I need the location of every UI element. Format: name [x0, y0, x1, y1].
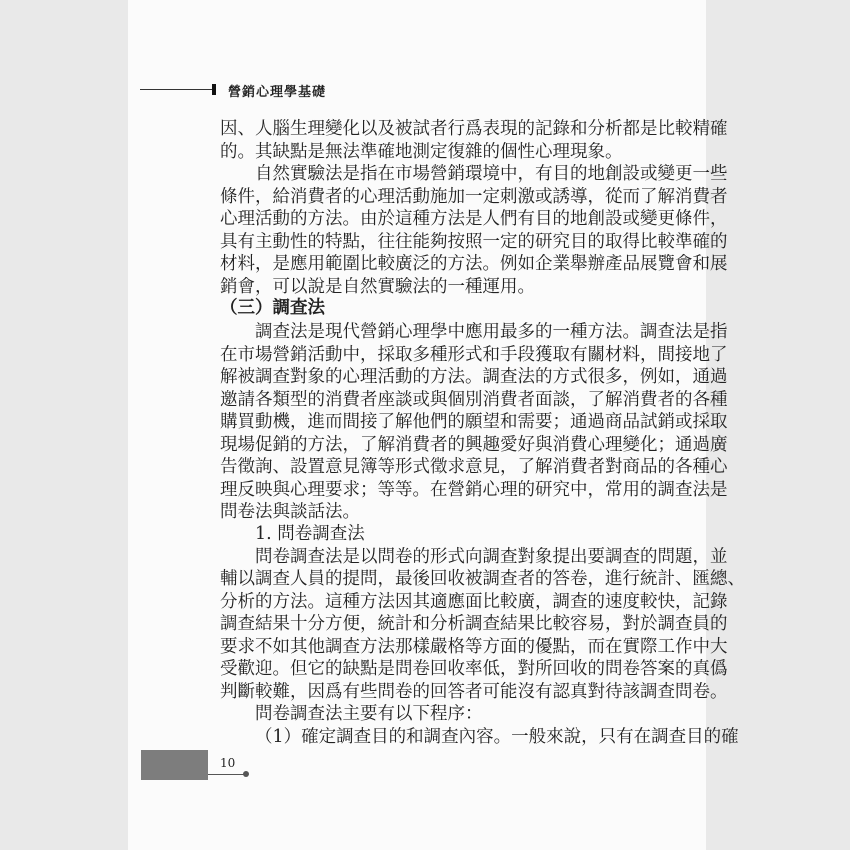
header-marker — [212, 84, 216, 95]
text-line: 的。其缺點是無法準確地測定復雜的個性心理現象。 — [220, 142, 623, 162]
text-line: 解被調查對象的心理活動的方法。調查法的方式很多，例如，通過 — [220, 367, 728, 387]
text-line: 問卷法與談話法。 — [220, 502, 360, 522]
text-line: 邀請各類型的消費者座談或與個別消費者面談，了解消費者的各種 — [220, 390, 728, 410]
section-heading: 1. 問卷調查法 — [255, 524, 365, 544]
text-line: 要求不如其他調查方法那樣嚴格等方面的優點，而在實際工作中大 — [220, 637, 728, 657]
text-line: 問卷調查法主要有以下程序： — [255, 704, 483, 724]
page-number-block — [141, 750, 208, 780]
text-line: 材料，是應用範圍比較廣泛的方法。例如企業舉辦產品展覽會和展 — [220, 254, 728, 274]
text-line: 心理活動的方法。由於這種方法是人們有目的地創設或變更條件， — [220, 209, 728, 229]
text-line: 受歡迎。但它的缺點是問卷回收率低，對所回收的問卷答案的真僞 — [220, 659, 728, 679]
text-line: 調查結果十分方便，統計和分析調查結果比較容易，對於調查員的 — [220, 614, 728, 634]
header-rule — [140, 89, 212, 90]
text-line: 問卷調查法是以問卷的形式向調查對象提出要調查的問題，並 — [255, 547, 728, 567]
text-line: 自然實驗法是指在市場營銷環境中，有目的地創設或變更一些 — [255, 164, 728, 184]
text-line: （1）確定調查目的和調查內容。一般來說，只有在調查目的確 — [255, 727, 739, 747]
text-line: 分析的方法。這種方法因其適應面比較廣，調查的速度較快，記錄 — [220, 592, 728, 612]
text-line: 現場促銷的方法，了解消費者的興趣愛好與消費心理變化；通過廣 — [220, 435, 728, 455]
text-line: 輔以調查人員的提問，最後回收被調查者的答卷，進行統計、匯總、 — [220, 569, 745, 589]
text-line: 因、人腦生理變化以及被試者行爲表現的記錄和分析都是比較精確 — [220, 119, 728, 139]
section-heading: （三）調查法 — [220, 298, 325, 318]
text-line: 在市場營銷活動中，採取多種形式和手段獲取有關材料，間接地了 — [220, 345, 728, 365]
text-line: 判斷較難，因爲有些問卷的回答者可能沒有認真對待該調查問卷。 — [220, 682, 728, 702]
text-line: 條件，給消費者的心理活動施加一定刺激或誘導，從而了解消費者 — [220, 187, 728, 207]
text-line: 告徵詢、設置意見簿等形式徵求意見，了解消費者對商品的各種心 — [220, 457, 728, 477]
page-number-dot — [243, 771, 249, 777]
page-number-rule — [208, 774, 244, 775]
page-number: 10 — [220, 756, 236, 770]
text-line: 銷會，可以說是自然實驗法的一種運用。 — [220, 277, 535, 297]
text-line: 購買動機，進而間接了解他們的願望和需要；通過商品試銷或採取 — [220, 412, 728, 432]
text-line: 理反映與心理要求；等等。在營銷心理的研究中，常用的調查法是 — [220, 480, 728, 500]
running-header-title: 營銷心理學基礎 — [228, 85, 327, 100]
text-line: 具有主動性的特點，往往能夠按照一定的研究目的取得比較準確的 — [220, 232, 728, 252]
text-line: 調查法是現代營銷心理學中應用最多的一種方法。調查法是指 — [255, 322, 728, 342]
